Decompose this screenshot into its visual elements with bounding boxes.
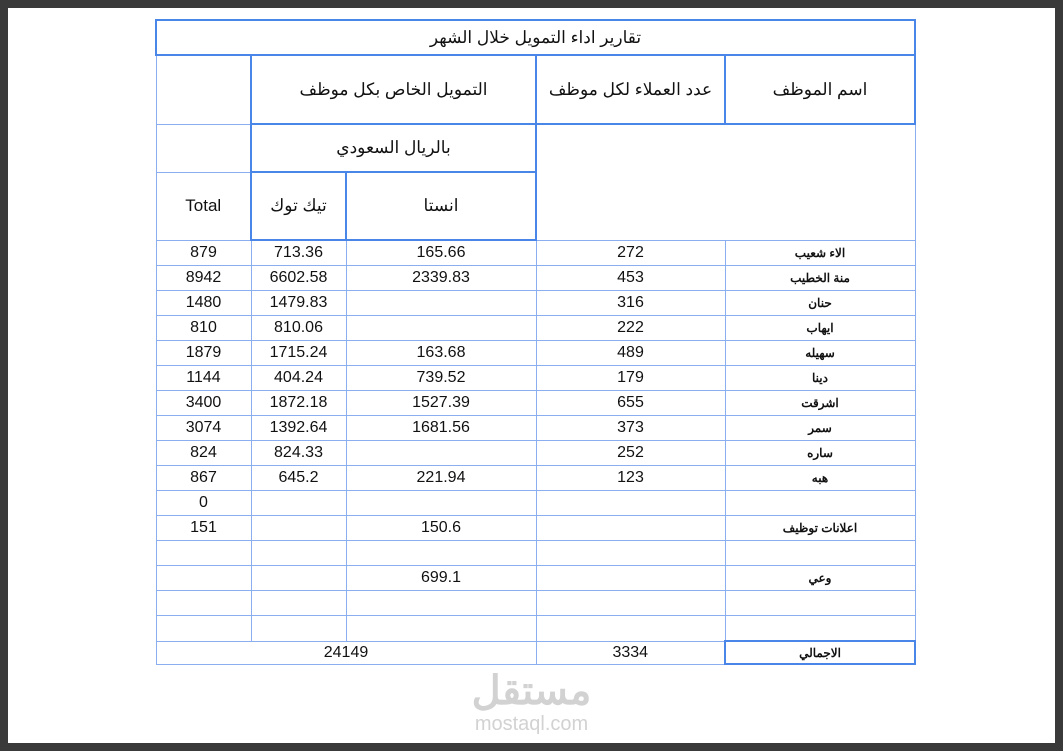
total-cell: 1480 — [156, 291, 251, 316]
employee-name-cell: وعي — [725, 566, 915, 591]
table-row — [156, 291, 915, 316]
table-row — [156, 441, 915, 466]
total-cell: 1144 — [156, 366, 251, 391]
grand-total-amount: 24149 — [156, 641, 536, 664]
total-header: Total — [156, 172, 251, 240]
insta-cell: 739.52 — [346, 366, 536, 391]
clients-cell: 489 — [536, 341, 725, 366]
total-cell: 824 — [156, 441, 251, 466]
insta-cell — [346, 441, 536, 466]
tiktok-cell: 6602.58 — [251, 266, 346, 291]
clients-cell: 453 — [536, 266, 725, 291]
total-cell: 1879 — [156, 341, 251, 366]
insta-cell: 165.66 — [346, 240, 536, 266]
table-row — [156, 240, 915, 266]
insta-cell: 1527.39 — [346, 391, 536, 416]
employee-name-cell — [725, 541, 915, 566]
employee-name-cell: اشرقت — [725, 391, 915, 416]
funding-header: التمويل الخاص بكل موظف — [251, 55, 536, 124]
total-cell — [156, 591, 251, 616]
clients-header: عدد العملاء لكل موظف — [536, 55, 725, 124]
insta-cell: 2339.83 — [346, 266, 536, 291]
clients-cell — [536, 566, 725, 591]
insta-cell: 699.1 — [346, 566, 536, 591]
employee-name-cell: ساره — [725, 441, 915, 466]
table-row — [156, 416, 915, 441]
employee-name-cell — [725, 616, 915, 642]
insta-cell — [346, 291, 536, 316]
total-cell: 151 — [156, 516, 251, 541]
tiktok-cell — [251, 516, 346, 541]
empty-header-cell — [156, 55, 251, 124]
total-cell: 3074 — [156, 416, 251, 441]
table-row — [156, 341, 915, 366]
insta-cell — [346, 591, 536, 616]
table-row — [156, 391, 915, 416]
total-cell: 810 — [156, 316, 251, 341]
clients-cell — [536, 516, 725, 541]
table-row — [156, 616, 915, 642]
funding-report-table — [155, 19, 916, 665]
employee-name-cell — [725, 591, 915, 616]
table-row — [156, 366, 915, 391]
employee-name-cell — [725, 491, 915, 516]
employee-name-cell: الاء شعيب — [725, 240, 915, 266]
tiktok-cell: 713.36 — [251, 240, 346, 266]
insta-cell — [346, 316, 536, 341]
tiktok-cell — [251, 491, 346, 516]
clients-cell: 123 — [536, 466, 725, 491]
tiktok-cell: 1392.64 — [251, 416, 346, 441]
insta-cell: 1681.56 — [346, 416, 536, 441]
table-row — [156, 516, 915, 541]
currency-header: بالريال السعودي — [251, 124, 536, 172]
employee-name-cell: منة الخطيب — [725, 266, 915, 291]
clients-cell — [536, 491, 725, 516]
clients-cell: 252 — [536, 441, 725, 466]
total-cell — [156, 566, 251, 591]
mostaql-logo-watermark: مستقل — [471, 669, 592, 713]
employee-name-cell: حنان — [725, 291, 915, 316]
clients-cell: 179 — [536, 366, 725, 391]
clients-cell — [536, 541, 725, 566]
table-row — [156, 266, 915, 291]
total-cell — [156, 616, 251, 642]
grand-total-label: الاجمالي — [725, 641, 915, 664]
clients-cell: 222 — [536, 316, 725, 341]
tiktok-cell: 645.2 — [251, 466, 346, 491]
tiktok-cell — [251, 616, 346, 642]
employee-name-cell: هبه — [725, 466, 915, 491]
grand-total-clients: 3334 — [536, 641, 725, 664]
total-cell: 3400 — [156, 391, 251, 416]
insta-cell: 150.6 — [346, 516, 536, 541]
clients-cell: 655 — [536, 391, 725, 416]
insta-cell: 221.94 — [346, 466, 536, 491]
total-cell — [156, 541, 251, 566]
empty-header-cell — [536, 124, 915, 240]
employee-name-cell: دينا — [725, 366, 915, 391]
tiktok-cell: 1479.83 — [251, 291, 346, 316]
total-cell: 8942 — [156, 266, 251, 291]
clients-cell — [536, 616, 725, 642]
employee-name-cell: سهيله — [725, 341, 915, 366]
empty-header-cell — [156, 124, 251, 172]
document-page — [8, 8, 1055, 743]
tiktok-cell — [251, 566, 346, 591]
employee-header: اسم الموظف — [725, 55, 915, 124]
tiktok-header: تيك توك — [251, 172, 346, 240]
tiktok-cell — [251, 541, 346, 566]
insta-cell — [346, 491, 536, 516]
table-row — [156, 491, 915, 516]
insta-cell: 163.68 — [346, 341, 536, 366]
insta-cell — [346, 616, 536, 642]
tiktok-cell — [251, 591, 346, 616]
total-cell: 867 — [156, 466, 251, 491]
mostaql-site-watermark: mostaql.com — [474, 713, 589, 735]
total-cell: 879 — [156, 240, 251, 266]
table-row — [156, 316, 915, 341]
tiktok-cell: 824.33 — [251, 441, 346, 466]
clients-cell: 373 — [536, 416, 725, 441]
employee-name-cell: سمر — [725, 416, 915, 441]
tiktok-cell: 404.24 — [251, 366, 346, 391]
table-row — [156, 566, 915, 591]
tiktok-cell: 1872.18 — [251, 391, 346, 416]
clients-cell: 316 — [536, 291, 725, 316]
report-title: تقارير اداء التمويل خلال الشهر — [156, 20, 915, 55]
clients-cell: 272 — [536, 240, 725, 266]
insta-header: انستا — [346, 172, 536, 240]
tiktok-cell: 810.06 — [251, 316, 346, 341]
tiktok-cell: 1715.24 — [251, 341, 346, 366]
insta-cell — [346, 541, 536, 566]
clients-cell — [536, 591, 725, 616]
table-row — [156, 541, 915, 566]
employee-name-cell: ايهاب — [725, 316, 915, 341]
total-cell: 0 — [156, 491, 251, 516]
employee-name-cell: اعلانات توظيف — [725, 516, 915, 541]
table-row — [156, 591, 915, 616]
table-row — [156, 466, 915, 491]
